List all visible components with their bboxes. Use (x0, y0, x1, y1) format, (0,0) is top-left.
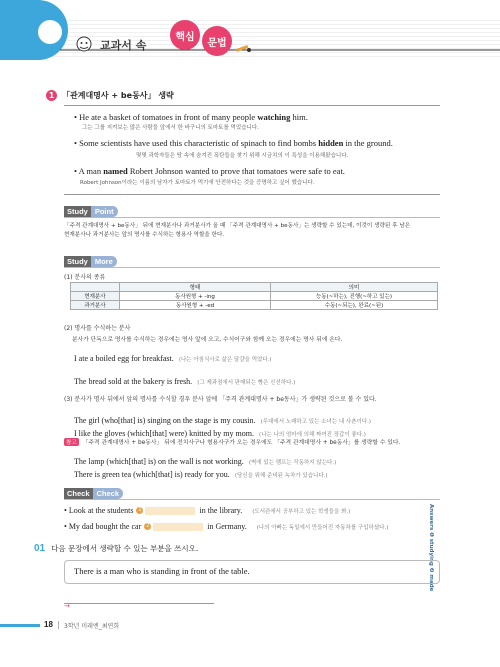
study-point-tag-b: Point (91, 206, 118, 217)
example-3b-ko: (나는 나의 엄마에 의해 짜여진 장갑이 좋다.) (259, 432, 366, 438)
section-1-heading (46, 90, 174, 101)
example-1 (74, 112, 440, 131)
example-2b-en: The bread sold at the bakery is fresh. (74, 377, 193, 386)
study-point-tag-a: Study (64, 206, 91, 217)
subsection-2-title: (2) 명사를 수식하는 분사 (64, 325, 131, 332)
study-point-text (64, 222, 444, 240)
study-point-line-1: 「주격 관계대명사 + be동사」 뒤에 현재분사나 과거분사가 올 때 「주격 관계대명사 + be동사」는 생략할 수 있는데, 이것이 생략된 후 남은 (64, 223, 411, 229)
note-row (64, 437, 448, 446)
exercise-sentence-box (64, 560, 440, 584)
check-q1-pre: • Look at the students (64, 506, 134, 515)
example-2-en: • Some scientists have used this characteristic of spinach to find bombs hidden in the ground. (74, 138, 393, 148)
example-1-ko: 그는 그를 지켜보는 많은 사람들 앞에서 한 바구니의 토마토를 먹었습니다. (82, 125, 259, 131)
example-4a-en: The lamp (which[that] is) on the wall is not working. (74, 457, 244, 466)
examples-box (64, 105, 440, 195)
check-q2-post: in Germany. (207, 522, 247, 531)
answer-blank-1[interactable] (145, 507, 195, 515)
table-header: 형태 (120, 283, 271, 292)
table-row (71, 301, 438, 310)
badge-grammar (202, 26, 232, 56)
study-more-tag-b: More (91, 256, 117, 267)
table-row (71, 292, 438, 301)
badge-core (170, 20, 200, 50)
check-question-2 (64, 522, 434, 531)
badge-core-label: 핵심 (175, 31, 195, 43)
exercise-answer-line[interactable] (64, 593, 214, 610)
mascot-icon (74, 34, 94, 54)
divider (64, 499, 440, 500)
table-header-row (71, 283, 438, 292)
subsection-1-title: (1) 분사의 종류 (64, 274, 106, 281)
example-3-en: • A man named Robert Johnson wanted to prove that tomatoes were safe to eat. (74, 166, 345, 176)
check-tag (64, 488, 123, 499)
example-3-ko: Robert Johnson이라는 이름의 남자가 토마토가 먹기에 안전하다는 것을 증명하고 싶어 했습니다. (80, 180, 315, 186)
check-question-1 (64, 506, 434, 515)
example-2-ko: 몇몇 과학자들은 땅 속에 숨겨진 폭탄들을 찾기 위해 시금치의 이 특성을 이용해왔습니다. (136, 153, 349, 159)
footer-accent (0, 624, 40, 627)
table-cell: 수동(~되는), 완료(~된) (271, 301, 438, 310)
participle-table (70, 282, 438, 310)
example-3a-ko: (무대에서 노래하고 있는 소녀는 내 사촌이다.) (260, 419, 372, 425)
footer (0, 620, 500, 650)
answer-blank-2[interactable] (153, 523, 203, 531)
example-3 (74, 166, 440, 186)
check-q1-ko: (도서관에서 공부하고 있는 학생들을 봐.) (252, 508, 351, 515)
table-header: 의미 (271, 283, 438, 292)
example-2a-ko: (나는 아침식사로 삶은 달걀을 먹었다.) (178, 357, 272, 363)
check-q1-post: in the library. (199, 506, 243, 515)
answers-vertical: Answers ❶ studying ❷ made (428, 504, 434, 592)
example-2b (74, 369, 444, 388)
example-4b (74, 462, 448, 481)
divider (64, 267, 440, 268)
study-point-tag (64, 206, 118, 217)
table-header (71, 283, 120, 292)
table-cell: 능동(~하는), 진행(~하고 있는) (271, 292, 438, 301)
check-q2-pre: • My dad bought the car (64, 522, 142, 531)
subsection-3-title: (3) 분사가 명사 뒤에서 앞의 명사를 수식할 경우 분사 앞에 「주격 관계대명사 + be동사」가 생략된 것으로 볼 수 있다. (64, 396, 377, 403)
badge-grammar-label: 문법 (207, 37, 227, 49)
footer-sep: | (57, 620, 60, 629)
table-cell: 현재분사 (71, 292, 120, 301)
exercise-instruction: 다음 문장에서 생략할 수 있는 부분을 쓰시오. (51, 544, 199, 553)
example-1-en: • He ate a basket of tomatoes in front of many people watching him. (74, 112, 308, 122)
page-number: 18 (44, 620, 53, 629)
page-header (0, 0, 500, 70)
table-cell: 동사원형 + -ing (120, 292, 271, 301)
section-number-badge: 1 (46, 90, 57, 101)
table-cell: 동사원형 + -ed (120, 301, 271, 310)
example-2a-en: I ate a boiled egg for breakfast. (74, 354, 174, 363)
pencil-icon (234, 40, 252, 54)
table-cell: 과거분사 (71, 301, 120, 310)
example-4a-ko: (벽에 있는 램프는 작동하지 않는다.) (248, 460, 337, 466)
exercise-heading (34, 543, 198, 554)
exercise-sentence: There is a man who is standing in front of the table. (74, 566, 250, 576)
example-4b-ko: (당신을 위해 준비된 녹차가 있습니다.) (234, 473, 328, 479)
example-3b-en: I like the gloves (which[that] were) knitted by my mom. (74, 429, 254, 438)
check-tag-a: Check (64, 488, 93, 499)
check-q2-ko: (나의 아빠는 독일에서 만들어진 자동차를 구입하셨다.) (256, 524, 389, 531)
example-4b-en: There is green tea (which[that] is) ready for you. (74, 470, 230, 479)
divider (64, 217, 440, 218)
arrow-icon: → (64, 602, 70, 610)
note-text: 「주격 관계대명사 + be동사」 뒤에 전치사구나 형용사구가 오는 경우에도 「주격 관계대명사 + be동사」를 생략할 수 있다. (82, 440, 401, 446)
example-3a-en: The girl (who[that] is) singing on the stage is my cousin. (74, 416, 256, 425)
section-title: 「관계대명사 + be동사」 생략 (62, 91, 174, 100)
subsection-2-desc: 분사가 단독으로 명사를 수식하는 경우에는 명사 앞에 오고, 수식어구와 함께 오는 경우에는 명사 뒤에 온다. (72, 337, 343, 343)
check-tag-b: Check (93, 488, 124, 499)
note-tag: 참고 (66, 439, 77, 446)
answer-number: 1 (138, 507, 142, 513)
footer-text: 3학년 미래엔_최연희 (64, 623, 120, 630)
study-more-tag-a: Study (64, 256, 91, 267)
example-2 (74, 138, 440, 159)
example-2b-ko: (그 제과점에서 판매되는 빵은 신선하다.) (197, 380, 296, 386)
book-label: 교과서 속 (100, 39, 147, 52)
study-more-tag (64, 256, 117, 267)
study-point-line-2: 현재분사나 과거분사는 앞의 명사를 수식하는 형용사 역할을 한다. (64, 232, 225, 238)
exercise-number: 01 (34, 543, 46, 554)
example-2a (74, 346, 444, 365)
answer-number: 2 (146, 523, 150, 529)
